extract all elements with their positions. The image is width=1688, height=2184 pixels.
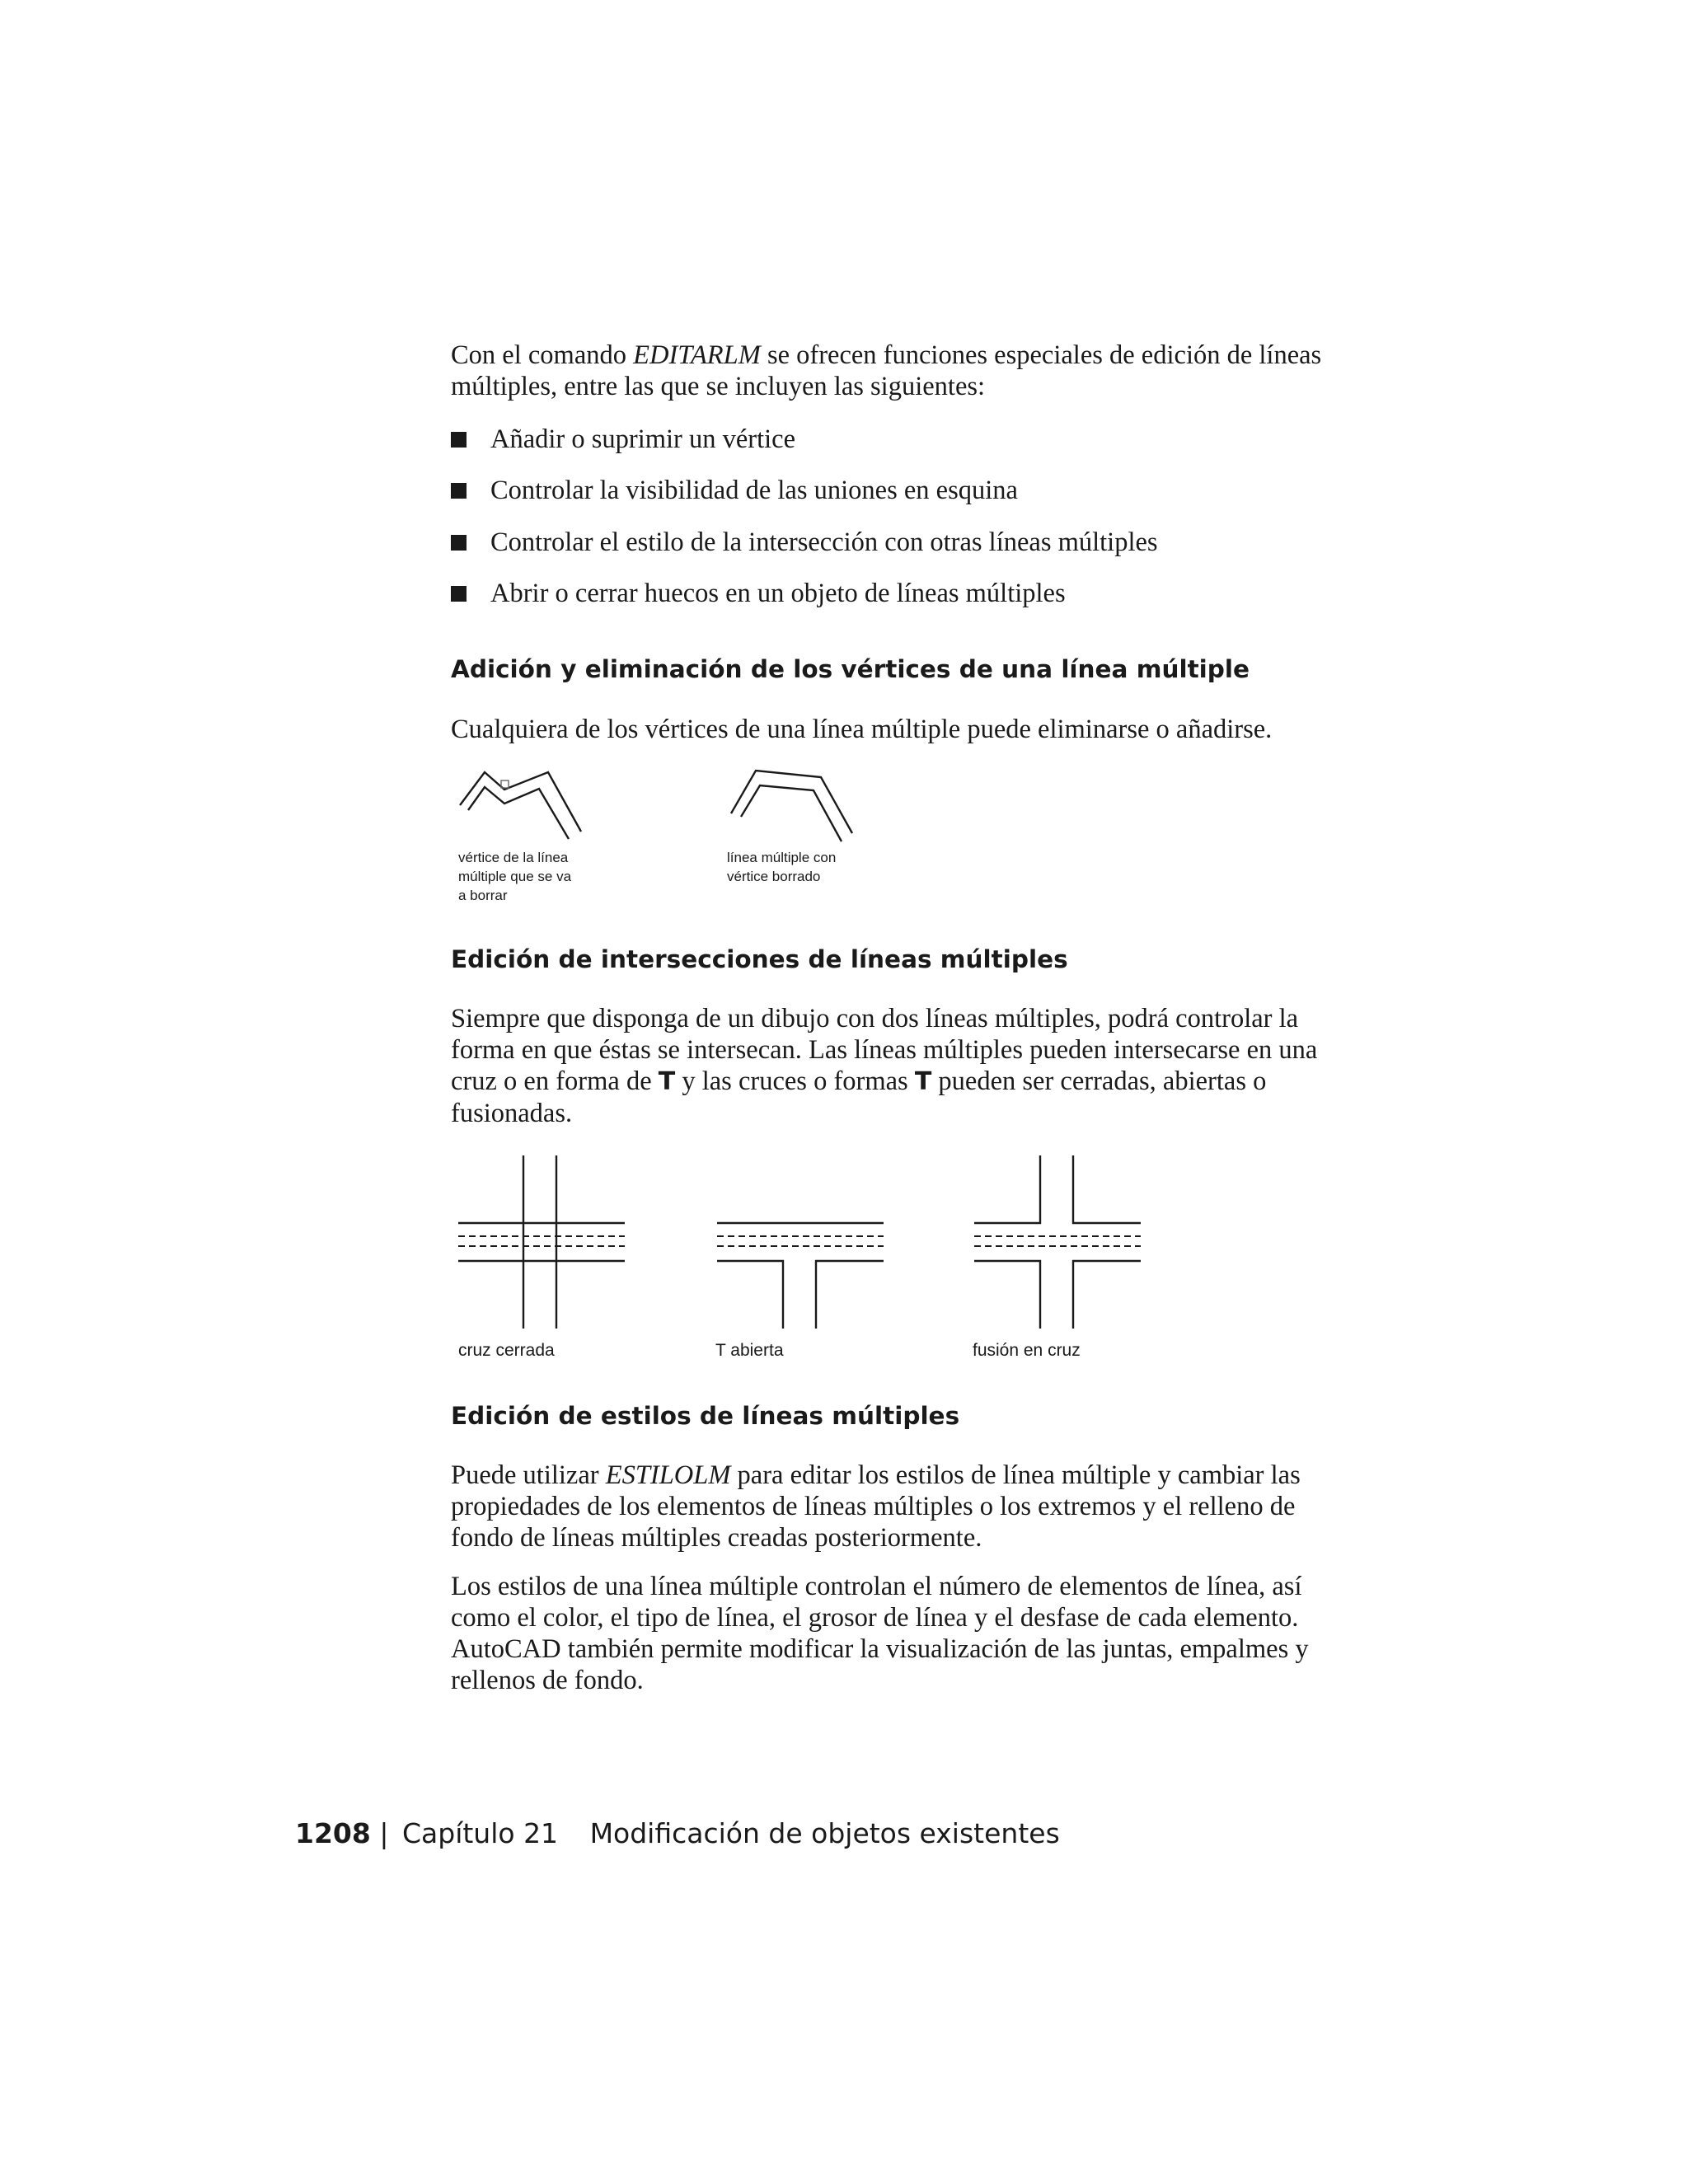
vertex-figure bbox=[453, 762, 865, 911]
label-merged-cross: fusión en cruz bbox=[973, 1341, 1081, 1360]
bullet-square-icon bbox=[451, 586, 467, 602]
intro-text-a: Con el comando bbox=[451, 340, 627, 370]
section-heading-vertices: Adición y eliminación de los vértices de una línea múltiple bbox=[451, 655, 1250, 683]
command-estilolm: ESTILOLM bbox=[605, 1460, 731, 1490]
section-intersections-text: Siempre que disponga de un dibujo con dos líneas múltiples, podrá controlar la forma en que éstas se intersecan. Las líneas múltiples pueden intersecarse en una cruz o en forma de T y las cruces o formas T pueden ser cerradas, abiertas o fusionadas. bbox=[451, 1004, 1318, 1128]
page-number: 1208 bbox=[295, 1817, 371, 1849]
t-shape-term: T bbox=[658, 1067, 676, 1096]
bullet-square-icon bbox=[451, 535, 467, 551]
section-vertices-text: Cualquiera de los vértices de una línea múltiple puede eliminarse o añadirse. bbox=[451, 715, 1273, 744]
closed-cross-drawing bbox=[458, 1155, 625, 1329]
merged-cross-drawing bbox=[974, 1155, 1141, 1329]
section-styles-paragraph-2: Los estilos de una línea múltiple controlan el número de elementos de línea, así como el color, el tipo de línea, el grosor de línea y el desfase de cada elemento. AutoCAD también permite modificar la visualización de las juntas, empalmes y rellenos de fondo. bbox=[451, 1572, 1309, 1695]
multiline-with-vertex-drawing bbox=[460, 772, 581, 839]
multiline-vertex-deleted-drawing bbox=[731, 771, 852, 841]
footer-separator: | bbox=[379, 1817, 389, 1849]
section-styles-paragraph-1: Puede utilizar ESTILOLM para editar los estilos de línea múltiple y cambiar las propiedades de los elementos de líneas múltiples o los extremos y el relleno de fondo de líneas múltiples creadas posteriormente. bbox=[451, 1460, 1301, 1553]
bullet-square-icon bbox=[451, 483, 467, 499]
label-vertex-line-3: a borrar bbox=[458, 888, 508, 903]
footer-chapter: Capítulo 21 bbox=[401, 1817, 559, 1849]
intro-text-b: se ofrecen funciones especiales de edición de líneas múltiples, entre las que se incluyen las siguientes: bbox=[451, 340, 1322, 401]
command-editarlm: EDITARLM bbox=[633, 340, 761, 370]
bullet-square-icon bbox=[451, 432, 467, 448]
section-heading-styles: Edición de estilos de líneas múltiples bbox=[451, 1402, 960, 1430]
label-vertex-line-2: múltiple que se va bbox=[458, 869, 572, 884]
section-heading-intersections: Edición de intersecciones de líneas múltiples bbox=[451, 945, 1068, 973]
label-deleted-line-2: vértice borrado bbox=[727, 869, 821, 884]
label-open-t: T abierta bbox=[715, 1341, 784, 1360]
page-footer bbox=[295, 1817, 1060, 1850]
footer-chapter-title: Modificación de objetos existentes bbox=[589, 1817, 1060, 1849]
label-deleted-line-1: línea múltiple con bbox=[727, 850, 837, 865]
label-closed-cross: cruz cerrada bbox=[458, 1341, 555, 1360]
intro-paragraph bbox=[451, 340, 1333, 402]
t-shape-term: T bbox=[914, 1067, 932, 1096]
label-vertex-line-1: vértice de la línea bbox=[458, 850, 569, 865]
intersection-figure bbox=[453, 1154, 1154, 1368]
open-t-drawing bbox=[717, 1223, 884, 1329]
